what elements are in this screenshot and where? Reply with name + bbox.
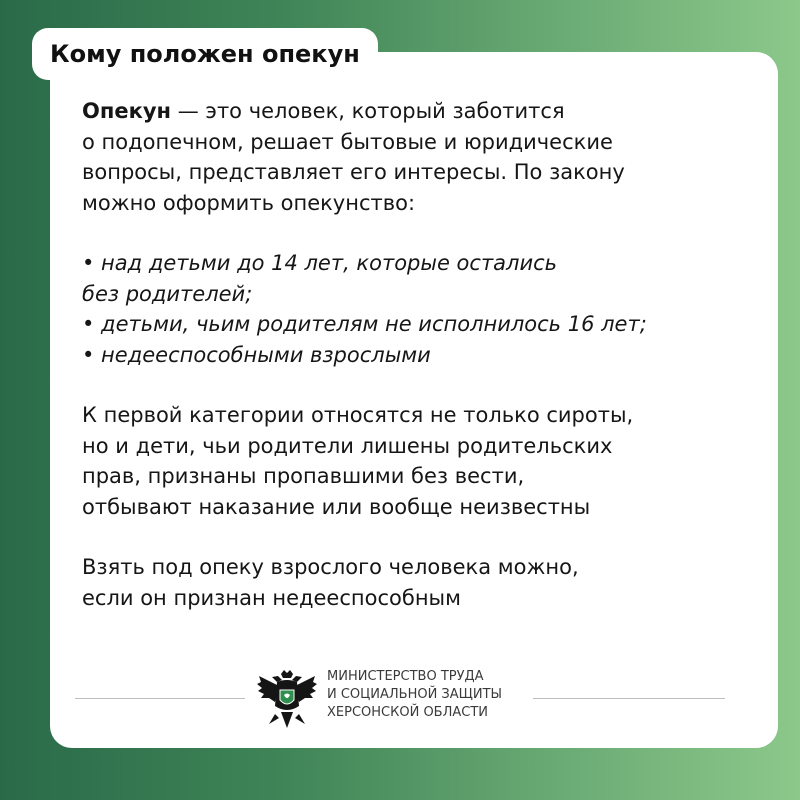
paragraph-line: Взять под опеку взрослого человека можно, [82, 555, 579, 579]
paragraph-line: К первой категории относятся не только сироты, [82, 403, 634, 427]
ministry-line: МИНИСТЕРСТВО ТРУДА [327, 669, 484, 684]
paragraph-line: если он признан недееспособным [82, 585, 461, 610]
guardianship-list [82, 248, 742, 370]
list-item: • над детьми до 14 лет, которые остались [82, 251, 558, 275]
double-headed-eagle-icon [255, 668, 319, 732]
intro-line: — это человек, который заботится [171, 99, 565, 123]
intro-paragraph [82, 96, 742, 218]
first-category-paragraph [82, 400, 742, 522]
intro-line: можно оформить опекунство: [82, 190, 416, 215]
list-item: • детьми, чьим родителям не исполнилось 16 лет; [82, 312, 647, 336]
ministry-line: И СОЦИАЛЬНОЙ ЗАЩИТЫ [327, 687, 503, 702]
adult-guardianship-paragraph [82, 552, 742, 613]
paragraph-line: но и дети, чьи родители лишены родительских [82, 433, 613, 458]
article-body [82, 96, 742, 613]
ministry-line: ХЕРСОНСКОЙ ОБЛАСТИ [327, 705, 489, 720]
ministry-name [327, 668, 502, 722]
list-item: • недееспособными взрослыми [82, 342, 431, 367]
footer [75, 660, 725, 732]
divider-right [533, 698, 725, 699]
paragraph-line: прав, признаны пропавшими без вести, [82, 464, 525, 488]
divider-left [75, 698, 245, 699]
intro-line: вопросы, представляет его интересы. По закону [82, 160, 625, 184]
page-title: Кому положен опекун [32, 28, 378, 80]
term-guardian: Опекун [82, 99, 172, 123]
intro-line: о подопечном, решает бытовые и юридические [82, 129, 613, 154]
paragraph-line: отбывают наказание или вообще неизвестны [82, 494, 591, 519]
list-item: без родителей; [82, 281, 253, 306]
